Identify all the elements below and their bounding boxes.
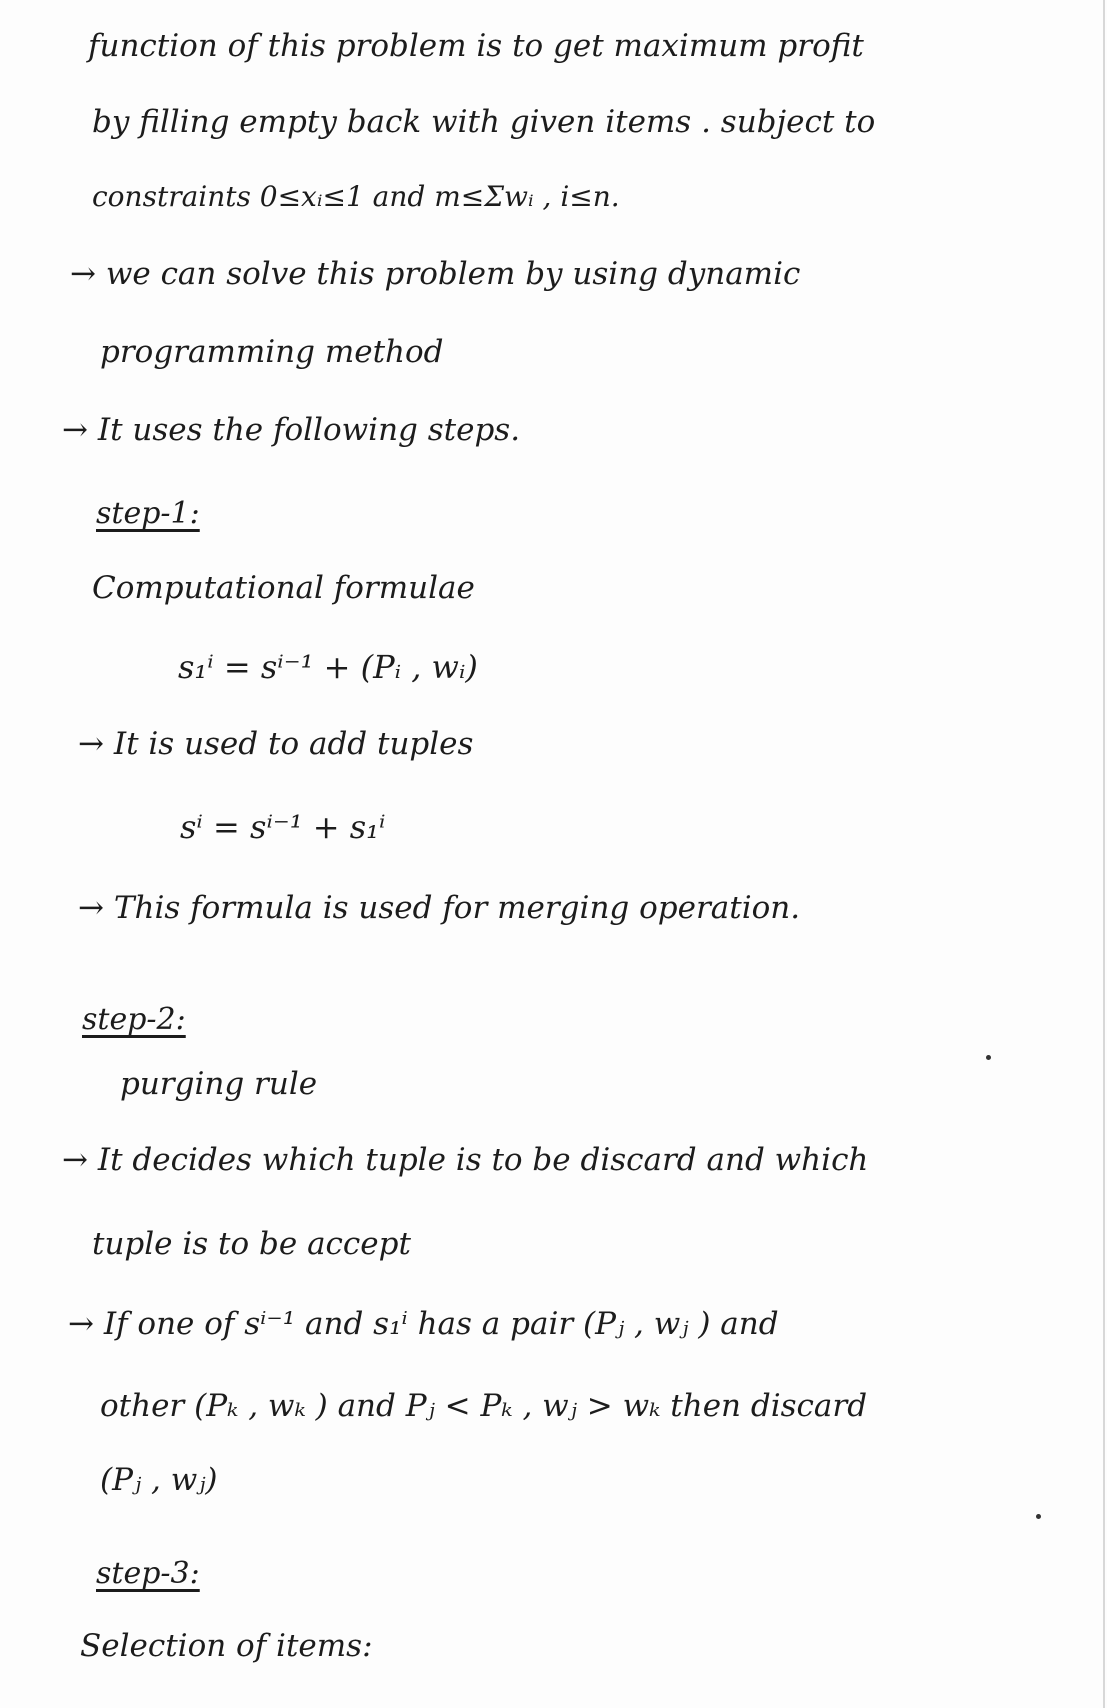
text-line-5: programming method: [100, 334, 444, 370]
page-edge: [1103, 0, 1105, 1708]
text-line-15: (Pⱼ , wⱼ): [100, 1462, 218, 1498]
text-line-1: function of this problem is to get maximum profit: [88, 28, 864, 64]
text-line-3: constraints 0≤xᵢ≤1 and m≤Σwᵢ , i≤n.: [92, 180, 620, 213]
pen-dot: [1036, 1514, 1041, 1519]
step-3-heading: step-3:: [96, 1556, 200, 1591]
text-line-10: purging rule: [120, 1066, 318, 1102]
text-line-16: Selection of items:: [80, 1628, 373, 1664]
text-line-8: → It is used to add tuples: [78, 726, 474, 762]
step-1-heading: step-1:: [96, 496, 200, 531]
formula-2: sⁱ = sⁱ⁻¹ + s₁ⁱ: [180, 808, 386, 846]
text-line-11: → It decides which tuple is to be discard and which: [62, 1142, 869, 1178]
pen-dot: [986, 1055, 991, 1060]
text-line-14: other (Pₖ , wₖ ) and Pⱼ < Pₖ , wⱼ > wₖ then discard: [100, 1388, 868, 1424]
text-line-12: tuple is to be accept: [92, 1226, 411, 1262]
step-2-heading: step-2:: [82, 1002, 186, 1037]
text-line-4: → we can solve this problem by using dynamic: [70, 256, 801, 292]
text-line-13: → If one of sⁱ⁻¹ and s₁ⁱ has a pair (Pⱼ , wⱼ ) and: [68, 1306, 779, 1342]
text-line-7: Computational formulae: [92, 570, 475, 606]
formula-1: s₁ⁱ = sⁱ⁻¹ + (Pᵢ , wᵢ): [178, 648, 478, 686]
text-line-9: → This formula is used for merging operation.: [78, 890, 801, 926]
text-line-2: by filling empty back with given items . subject to: [92, 104, 876, 140]
text-line-6: → It uses the following steps.: [62, 412, 521, 448]
